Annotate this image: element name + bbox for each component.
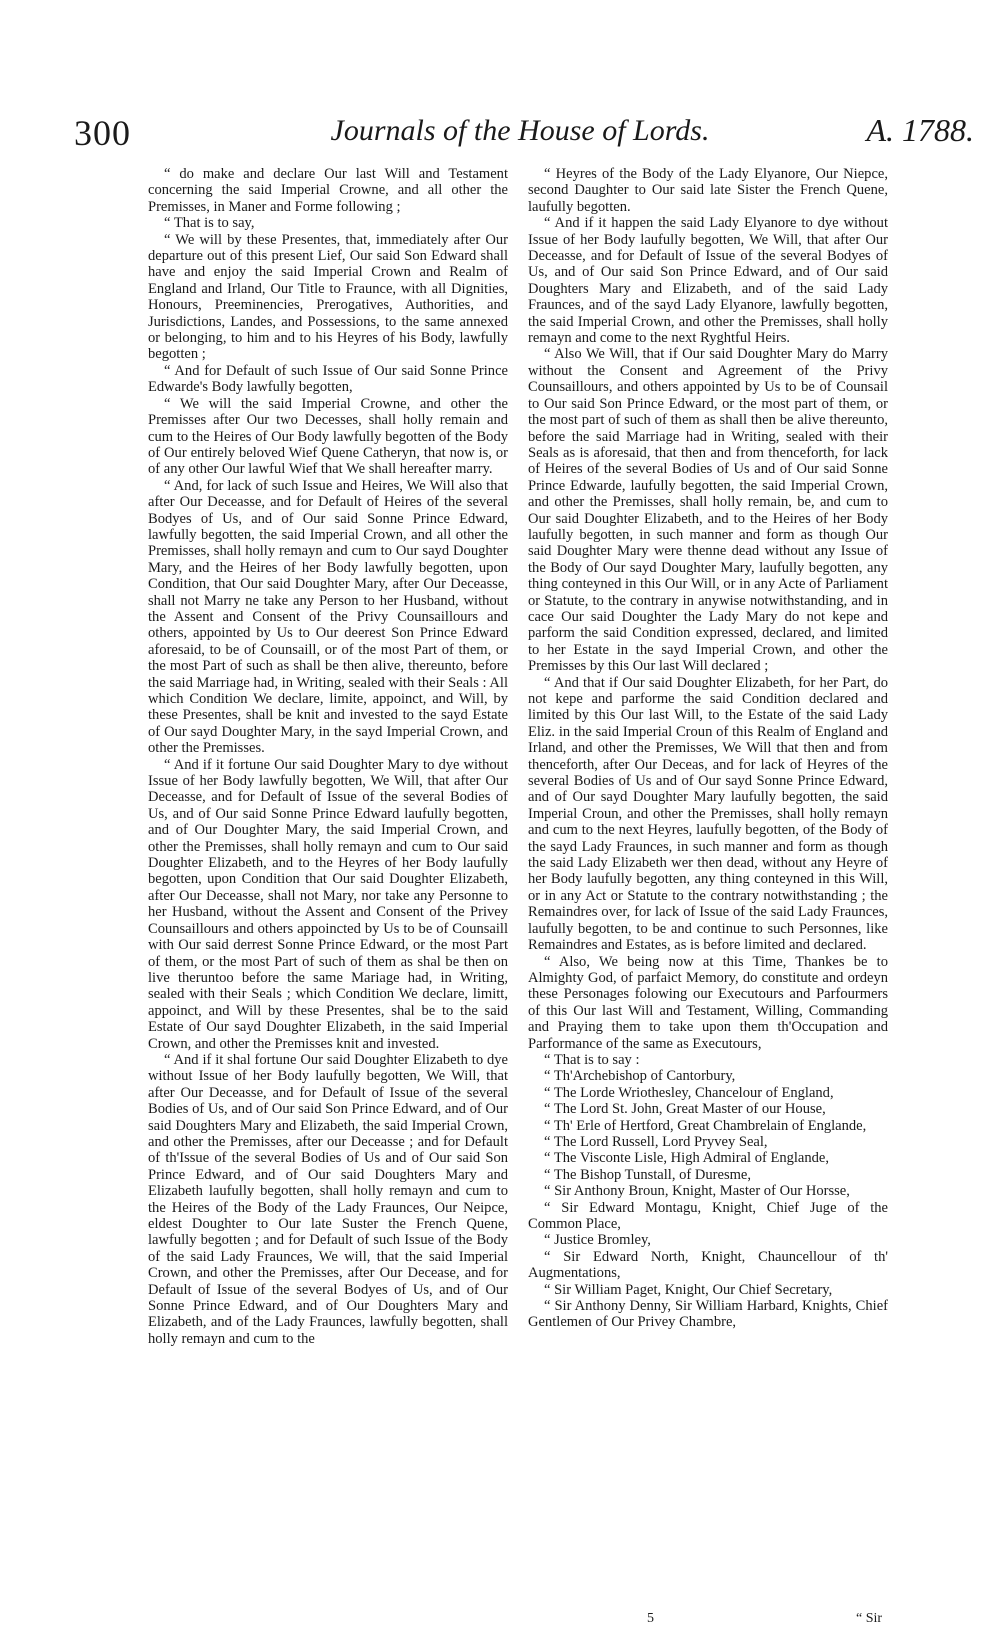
page-footer <box>0 1611 992 1631</box>
executor-entry: “ The Visconte Lisle, High Admiral of Englande, <box>544 1150 830 1167</box>
executor-entry: “ Sir Edward North, Knight, Chauncellour of th' Augmentations, <box>528 1248 888 1282</box>
paragraph: “ Heyres of the Body of the Lady Elyanore, Our Niepce, second Daughter to Our said late Sister the French Quene, laufully begotten. <box>528 166 888 215</box>
executor-entry: “ The Lord Russell, Lord Pryvey Seal, <box>544 1133 768 1150</box>
year-label: A. 1788. <box>866 112 974 148</box>
paragraph: “ And, for lack of such Issue and Heires, We Will also that after Our Deceasse, and for Default of Heires of the several Bodyes of Us, and of Our said Sonne Prince Edward, lawfully begotten, the said Imperial Crown, and all other the Premisses, shall holly remayn and cum to Our sayd Doughter Mary, and the Heires of her Body lawfully begotten, upon Condition, that Our said Doughter Mary, after Our Deceasse, shall not Marry ne take any Person to her Husband, without the Assent and Consent of the Privy Counsaillours and others, appointed by Us to Our deerest Son Prince Edward aforesaid, to be of Counsaill, or of the most Part of them, or the most Part of such as shall be then alive, thereunto, before the said Marriage had, in Writing, sealed with their Seals : All which Condition We declare, limite, appoinct, and Will, by these Presentes, shall be knit and invested to the sayd Estate of Our sayd Doughter Mary, in the sayd Imperial Crown, and other the Premisses. <box>148 477 508 757</box>
left-column <box>148 166 508 1347</box>
executor-entry: “ Sir Anthony Denny, Sir William Harbard, Knights, Chief Gentlemen of Our Privey Chambre, <box>528 1298 888 1331</box>
executor-entry: “ Sir William Paget, Knight, Our Chief Secretary, <box>544 1281 833 1298</box>
paragraph: “ That is to say, <box>164 215 255 232</box>
running-title: Journals of the House of Lords. <box>330 114 710 147</box>
executor-entry: “ Sir Edward Montagu, Knight, Chief Juge of the Common Place, <box>528 1199 888 1232</box>
paragraph: “ And if it fortune Our said Doughter Mary to dye without Issue of her Body lawfully begotten, We Will, that after Our Deceasse, and for Default of Issue of the several Bodies of Us, and of Our said Sonne Prince Edward laufully begotten, and of Our Doughter Mary, the said Imperial Crown, and other the Premisses, shall holly remayn and cum to Our said Doughter Elizabeth, and to the Heyres of her Body laufully begotten, upon Condition that Our said Doughter Elizabeth, after Our Deceasse, shall not Mary, nor take any Personne to her Husband, without the Assent and Consent of the Privey Counsaillours and others appoincted by Us to be of Counsaill with Our said derrest Sonne Prince Edward, or the most Part of them, or the most Part of such of them as shal be then on live theruntoo before the same Mariage had, in Writing, sealed with their Seals ; which Condition We declare, limitt, appoinct, and Will by these Presentes, shal be to the said Estate of Our sayd Doughter Elizabeth, in the said Imperial Crown, and other the Premisses knit and invested. <box>148 756 508 1052</box>
page-header <box>60 112 980 156</box>
paragraph: “ And if it happen the said Lady Elyanore to dye without Issue of her Body laufully begotten, We Will, that after Our Deceasse, and for Default of Issue of the several Bodyes of Us, and of Our said Son Prince Edward, and of Our said Doughters Mary and Elizabeth, and of the said Lady Fraunces, and of the sayd Lady Elyanore, lawfully begotten, the said Imperial Crown, and other the Premisses, shall holly remayn and come to the next Ryghtful Heirs. <box>528 215 888 347</box>
paragraph: “ And that if Our said Doughter Elizabeth, for her Part, do not kepe and parforme the said Condition declared and limited by this Our last Will, to the Estate of the said Lady Eliz. in the said Imperial Croun of this Realm of England and Irland, and other the Premisses, We Will that then and from thenceforth, after Our Deceas, and for lack of Heyres of the several Bodies of Us and of Our sayd Sonne Prince Edward, and of Our sayd Doughter Mary laufully begotten, the said Imperial Croun, and other the Premisses, shall holly remayn and cum to the next Heyres, laufully begotten, of the Body of the sayd Lady Fraunces, in such manner and form as though the said Lady Elizabeth wer then dead, without any Heyre of her Body laufully begotten, any thing conteyned in this Will, or in any Act or Statute to the contrary notwithstanding ; the Remaindres over, for lack of Issue of the said Lady Fraunces, laufully begotten, to be and continue to such Personnes, like Remaindres and Estates, as is before limited and declared. <box>528 674 888 954</box>
paragraph: “ do make and declare Our last Will and Testament concerning the said Imperial Crowne, and all other the Premisses, in Maner and Forme following ; <box>148 166 508 215</box>
executor-entry: “ Justice Bromley, <box>544 1232 651 1249</box>
executor-entry: “ The Bishop Tunstall, of Duresme, <box>544 1166 752 1183</box>
executor-entry: “ Sir Anthony Broun, Knight, Master of Our Horsse, <box>544 1183 850 1200</box>
executor-entry: “ The Lord St. John, Great Master of our House, <box>544 1101 826 1118</box>
executor-list-intro: “ That is to say : <box>544 1051 640 1068</box>
paragraph: “ Also, We being now at this Time, Thankes be to Almighty God, of parfaict Memory, do constitute and ordeyn these Personages folowing our Executours and Parfourmers of this Our last Will and Testament, Willing, Commanding and Praying them to take upon them th'Occupation and Parformance of the same as Executours, <box>528 953 888 1052</box>
paragraph: “ We will the said Imperial Crowne, and other the Premisses after Our two Decesses, shall holly remain and cum to the Heires of Our Body lawfully begotten of the Body of Our entirely beloved Wief Quene Catheryn, that now is, or of any other Our lawful Wief that We shall hereafter marry. <box>148 395 508 478</box>
page-number: 300 <box>74 113 131 153</box>
paragraph: “ Also We Will, that if Our said Doughter Mary do Marry without the Consent and Agreement of the Privy Counsaillours, and others appointed by Us to be of Counsail to Our said Son Prince Edward, or the most part of them, or the most part of such of them as shall then be alive thereunto, before the said Marriage had in Writing, sealed with their Seals as is aforesaid, that then and from thenceforth, for lack of Heires of the several Bodies of Us and of Our said Sonne Prince Edwarde, laufully begotten, the said Imperial Crown, and other the Premisses, shall holly remain, be, and cum to Our said Doughter Elizabeth, and to the Heires of her Body laufully begotten, in such manner and form as though Our said Doughter Mary were thenne dead without any Issue of the Body of Our sayd Doughter Mary, laufully begotten, any thing conteyned in this Our Will, or in any Acte of Parliament or Statute, to the contrary in anywise notwithstanding, and in cace Our said Doughter the Lady Mary do not kepe and parform the said Condition expressed, declared, and limited to her Estate in the sayd Imperial Crown, and other the Premisses by this Our last Will declared ; <box>528 346 888 675</box>
paragraph: “ And if it shal fortune Our said Doughter Elizabeth to dye without Issue of her Body laufully begotten, We Will, that after Our Deceasse, and for Default of Issue of the several Bodies of Us, and of Our said Son Prince Edward, and of Our said Doughters Mary and Elizabeth, the said Imperial Crown, and other the Premisses, after our Deceasse ; and for Default of th'Issue of the several Bodies of Us and of Our said Son Prince Edward, and of Our said Doughters Mary and Elizabeth laufully begotten, shall holly remayn and cum to the Heires of the Body of the Lady Fraunces, Our Neipce, eldest Doughter to Our late Suster the French Quene, lawfully begotten ; and for Default of such Issue of the Body of the said Lady Fraunces, We will, that the said Imperial Crown, and other the Premisses, after Our Decease, and for Default of Issue of the several Bodyes of Us, and of Our Sonne Prince Edward, and of Our Doughters Mary and Elizabeth, and of the Lady Fraunces, lawfully begotten, shall holly remayn and cum to the <box>148 1051 508 1347</box>
executor-entry: “ Th'Archebishop of Cantorbury, <box>544 1068 736 1085</box>
signature-mark: 5 <box>647 1611 654 1626</box>
paragraph: “ We will by these Presentes, that, immediately after Our departure out of this present Lief, Our said Son Edward shall have and enjoy the said Imperial Crown and Realm of England and Irland, Our Title to Fraunce, with all Dignities, Honours, Preeminencies, Prerogatives, Authorities, and Jurisdictions, Landes, and Possessions, to the same annexed or belonging, to him and to his Heyres of his Body, lawfully begotten ; <box>148 231 508 363</box>
executor-entry: “ Th' Erle of Hertford, Great Chambrelain of Englande, <box>544 1117 867 1134</box>
paragraph: “ And for Default of such Issue of Our said Sonne Prince Edwarde's Body lawfully begotten, <box>148 362 508 396</box>
executor-entry: “ The Lorde Wriothesley, Chancelour of England, <box>544 1084 834 1101</box>
right-column <box>528 166 888 1331</box>
catchword: “ Sir <box>856 1611 883 1626</box>
